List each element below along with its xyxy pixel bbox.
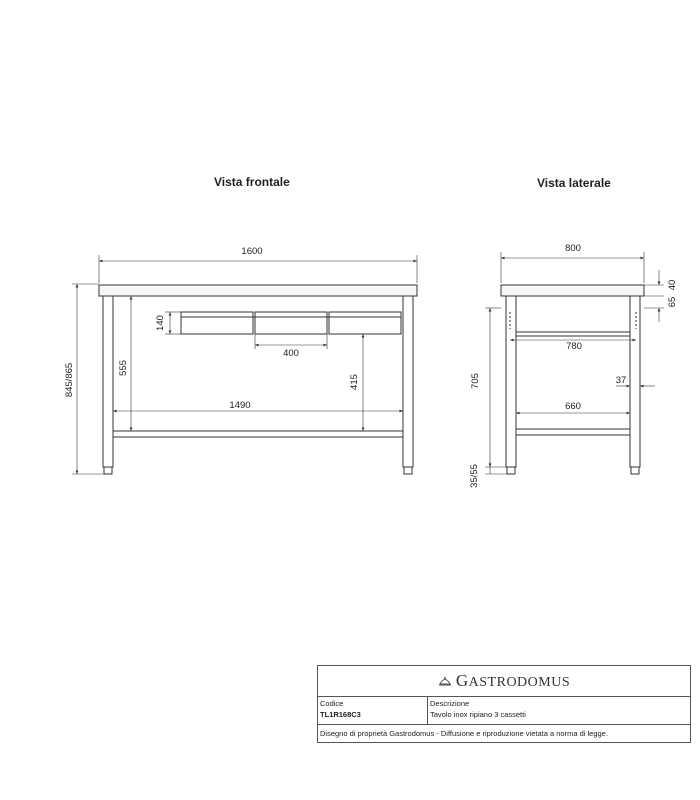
drawer-2 bbox=[255, 312, 327, 334]
dim-front-width: 1600 bbox=[241, 246, 263, 257]
description-cell bbox=[428, 697, 528, 724]
side-dimension-labels bbox=[469, 243, 678, 488]
code-label: Codice bbox=[320, 699, 344, 708]
side-foot-right bbox=[631, 467, 639, 474]
dim-front-height: 845/865 bbox=[64, 362, 75, 398]
dim-drawer-height: 140 bbox=[155, 315, 166, 331]
cloche-logo-icon bbox=[438, 674, 452, 688]
front-foot-right bbox=[404, 467, 412, 474]
description-label: Descrizione bbox=[430, 699, 470, 708]
drawer-3 bbox=[329, 312, 401, 334]
side-leg-left bbox=[506, 296, 516, 467]
front-leg-right bbox=[403, 296, 413, 467]
dim-shelf-to-drawer: 415 bbox=[349, 374, 360, 390]
side-foot-left bbox=[507, 467, 515, 474]
dim-leg-clearance: 555 bbox=[118, 360, 129, 376]
front-foot-left bbox=[104, 467, 112, 474]
dim-shelf-width: 1490 bbox=[229, 400, 251, 411]
title-block-info-row bbox=[318, 697, 690, 725]
drawer-1 bbox=[181, 312, 253, 334]
side-tabletop bbox=[501, 285, 644, 296]
code-value: TL1R168C3 bbox=[320, 710, 361, 719]
front-tabletop bbox=[99, 285, 417, 296]
ownership-notice: Disegno di proprietà Gastrodomus - Diffusione e riproduzione vietata a norma di legge. bbox=[320, 729, 608, 738]
description-value: Tavolo inox ripiano 3 cassetti bbox=[430, 710, 526, 719]
front-dimension-labels bbox=[64, 246, 360, 411]
front-shelf bbox=[113, 431, 403, 437]
dim-top-thickness-b: 40 bbox=[667, 279, 678, 291]
dim-foot-offset: 37 bbox=[615, 375, 627, 386]
side-view-title: Vista laterale bbox=[537, 176, 611, 190]
brand-logo bbox=[318, 666, 690, 697]
side-shelf bbox=[516, 429, 630, 435]
dim-foot-height: 35/55 bbox=[469, 464, 480, 488]
front-leg-left bbox=[103, 296, 113, 467]
title-block bbox=[317, 665, 691, 743]
side-leg-right bbox=[630, 296, 640, 467]
brand-name: GASTRODOMUS bbox=[455, 671, 571, 690]
front-view bbox=[99, 285, 417, 474]
dim-top-thickness-a: 65 bbox=[667, 296, 678, 308]
code-cell bbox=[318, 697, 428, 724]
front-view-title: Vista frontale bbox=[214, 175, 290, 189]
dim-frame-height: 705 bbox=[470, 373, 481, 389]
dim-shelf-depth: 660 bbox=[565, 401, 581, 412]
dim-drawer-width: 400 bbox=[283, 348, 299, 359]
dim-side-depth: 800 bbox=[565, 243, 581, 254]
dim-inner-depth: 780 bbox=[566, 341, 582, 352]
